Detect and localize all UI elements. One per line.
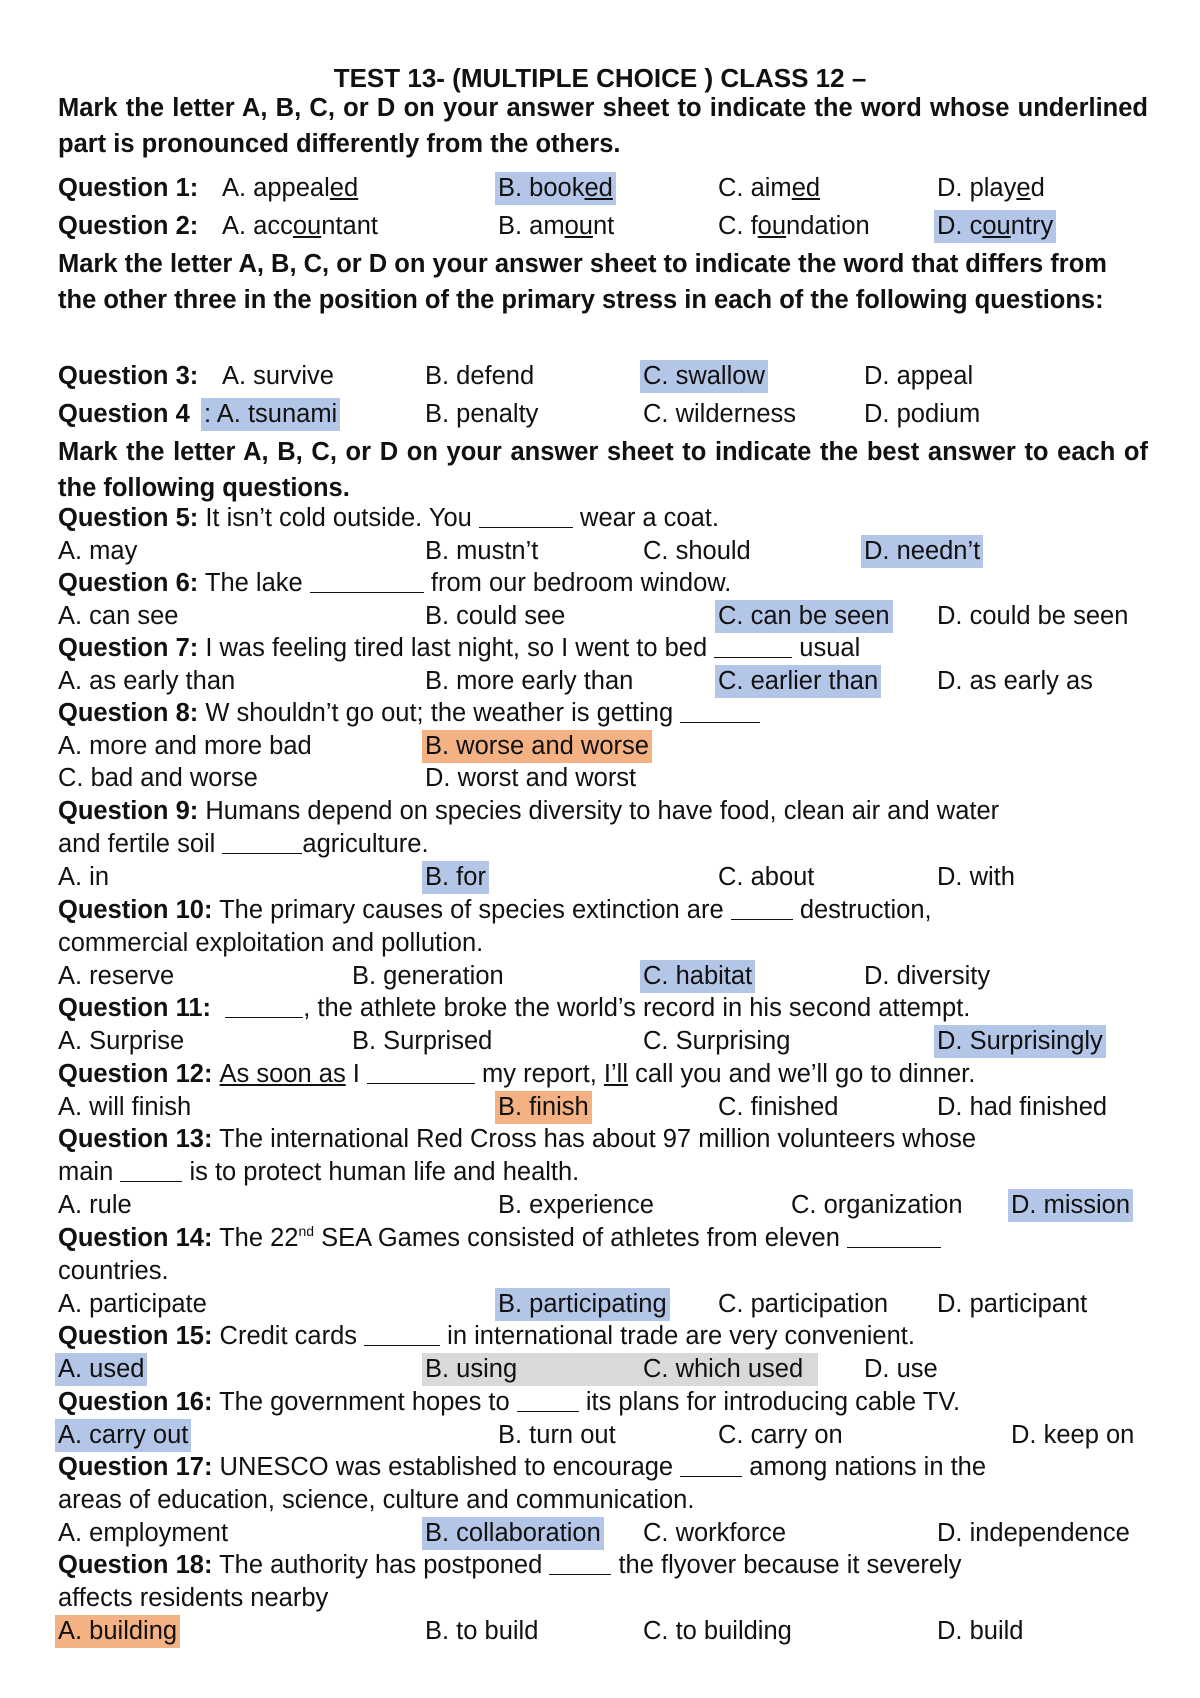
- question-14-continued: countries.: [58, 1257, 169, 1285]
- q16-option-b: B. turn out: [498, 1421, 616, 1449]
- question-13: Question 13: The international Red Cross has about 97 million volunteers whose: [58, 1125, 976, 1153]
- q16-option-d: D. keep on: [1011, 1421, 1135, 1449]
- q3-option-d: D. appeal: [864, 362, 974, 390]
- q9-option-b: B. for: [422, 861, 489, 894]
- q1-option-b: B. booked: [495, 172, 616, 205]
- q7-option-c: C. earlier than: [715, 665, 881, 698]
- q6-option-b: B. could see: [425, 602, 566, 630]
- test-title: TEST 13- (MULTIPLE CHOICE ) CLASS 12 –: [333, 63, 867, 93]
- question-9-continued: and fertile soil agriculture.: [58, 830, 429, 858]
- q10-option-c: C. habitat: [640, 960, 755, 993]
- q13-option-b: B. experience: [498, 1191, 654, 1219]
- q12-option-c: C. finished: [718, 1093, 839, 1121]
- answer-blank: [680, 1454, 742, 1477]
- question-label: Question 15:: [58, 1322, 213, 1350]
- question-17: Question 17: UNESCO was established to encourage among nations in the: [58, 1453, 987, 1481]
- instruction-pronunciation: Mark the letter A, B, C, or D on your answer sheet to indicate the word whose underlined part is pronounced differently from the others.: [58, 94, 1148, 158]
- question-10: Question 10: The primary causes of species extinction are destruction,: [58, 896, 932, 924]
- question-label: Question 2:: [58, 212, 199, 240]
- q13-option-c: C. organization: [791, 1191, 963, 1219]
- question-9: Question 9: Humans depend on species diversity to have food, clean air and water: [58, 797, 1000, 825]
- q17-option-b: B. collaboration: [422, 1517, 604, 1550]
- question-label: Question 4: [58, 400, 190, 428]
- question-label: Question 3:: [58, 362, 199, 390]
- q6-option-a: A. can see: [58, 602, 179, 630]
- q11-option-d: D. Surprisingly: [934, 1025, 1106, 1058]
- q7-option-d: D. as early as: [937, 667, 1093, 695]
- q10-option-b: B. generation: [352, 962, 504, 990]
- question-4: [58, 398, 190, 431]
- q17-option-c: C. workforce: [643, 1519, 787, 1547]
- question-label: Question 13:: [58, 1125, 213, 1153]
- q18-option-a: A. building: [55, 1615, 180, 1648]
- question-label: Question 5:: [58, 504, 199, 532]
- question-14: Question 14: The 22nd SEA Games consisted of athletes from eleven: [58, 1222, 941, 1255]
- question-label: Question 7:: [58, 634, 199, 662]
- q5-option-d: D. needn’t: [861, 535, 983, 568]
- answer-blank: [680, 700, 760, 723]
- q14-option-a: A. participate: [58, 1290, 207, 1318]
- q15-option-c: C. which used: [643, 1355, 804, 1383]
- q16-option-a: A. carry out: [55, 1419, 191, 1452]
- q8-option-a: A. more and more bad: [58, 732, 312, 760]
- q8-option-b: B. worse and worse: [422, 730, 652, 763]
- question-8: Question 8: W shouldn’t go out; the weather is getting: [58, 697, 760, 730]
- instruction-best-answer: Mark the letter A, B, C, or D on your answer sheet to indicate the best answer to each of the following questions.: [58, 438, 1148, 502]
- q9-option-a: A. in: [58, 863, 110, 891]
- question-5: Question 5: It isn’t cold outside. You wear a coat.: [58, 504, 719, 532]
- question-2: [58, 210, 198, 243]
- q3-option-a: A. survive: [222, 362, 334, 390]
- q8-option-d: D. worst and worst: [425, 764, 637, 792]
- answer-blank: [367, 1061, 475, 1084]
- answer-blank: [714, 635, 792, 658]
- q17-option-a: A. employment: [58, 1519, 229, 1547]
- q14-option-c: C. participation: [718, 1290, 889, 1318]
- q16-option-c: C. carry on: [718, 1421, 843, 1449]
- question-7: Question 7: I was feeling tired last night, so I went to bed usual: [58, 634, 861, 662]
- question-3: [58, 360, 198, 393]
- q14-option-b: B. participating: [495, 1288, 670, 1321]
- question-18-continued: affects residents nearby: [58, 1584, 329, 1612]
- question-label: Question 12:: [58, 1060, 213, 1088]
- question-13-continued: main is to protect human life and health.: [58, 1158, 580, 1186]
- question-18: Question 18: The authority has postponed the flyover because it severely: [58, 1551, 962, 1579]
- question-label: Question 1:: [58, 174, 199, 202]
- q5-option-c: C. should: [643, 537, 751, 565]
- q13-option-d: D. mission: [1008, 1189, 1133, 1222]
- question-10-continued: commercial exploitation and pollution.: [58, 929, 484, 957]
- q7-option-a: A. as early than: [58, 667, 236, 695]
- question-label: Question 17:: [58, 1453, 213, 1481]
- answer-blank: [120, 1159, 182, 1182]
- q2-option-c: C. foundation: [718, 212, 870, 240]
- question-label: Question 9:: [58, 797, 199, 825]
- q18-option-c: C. to building: [643, 1617, 792, 1645]
- q4-option-d: D. podium: [864, 400, 981, 428]
- q2-option-b: B. amount: [498, 212, 615, 240]
- q3-option-c: C. swallow: [640, 360, 768, 393]
- answer-blank: [549, 1552, 611, 1575]
- answer-blank: [364, 1323, 440, 1346]
- q18-option-b: B. to build: [425, 1617, 539, 1645]
- answer-blank: [479, 505, 573, 528]
- question-6: Question 6: The lake from our bedroom window.: [58, 569, 732, 597]
- question-label: Question 8:: [58, 699, 199, 727]
- q1-option-a: A. appealed: [222, 174, 359, 202]
- q5-option-b: B. mustn’t: [425, 537, 539, 565]
- question-16: Question 16: The government hopes to its plans for introducing cable TV.: [58, 1388, 961, 1416]
- q14-option-d: D. participant: [937, 1290, 1088, 1318]
- answer-blank: [847, 1225, 941, 1248]
- q15-option-a: A. used: [55, 1353, 147, 1386]
- q2-option-d: D. country: [934, 210, 1056, 243]
- question-label: Question 11:: [58, 994, 212, 1022]
- q11-option-c: C. Surprising: [643, 1027, 791, 1055]
- q10-option-a: A. reserve: [58, 962, 175, 990]
- question-label: Question 18:: [58, 1551, 213, 1579]
- q11-option-b: B. Surprised: [352, 1027, 493, 1055]
- q12-option-a: A. will finish: [58, 1093, 192, 1121]
- question-label: Question 6:: [58, 569, 199, 597]
- question-label: Question 10:: [58, 896, 213, 924]
- q9-option-c: C. about: [718, 863, 815, 891]
- q18-option-d: D. build: [937, 1617, 1024, 1645]
- question-1: [58, 172, 198, 205]
- q5-option-a: A. may: [58, 537, 138, 565]
- q1-option-d: D. played: [937, 174, 1045, 202]
- q12-option-b: B. finish: [495, 1091, 592, 1124]
- q13-option-a: A. rule: [58, 1191, 132, 1219]
- answer-blank: [225, 995, 303, 1018]
- question-label: Question 16:: [58, 1388, 213, 1416]
- question-17-continued: areas of education, science, culture and communication.: [58, 1486, 695, 1514]
- q4-option-b: B. penalty: [425, 400, 539, 428]
- question-label: Question 14:: [58, 1224, 213, 1252]
- q17-option-d: D. independence: [937, 1519, 1130, 1547]
- instruction-stress: Mark the letter A, B, C, or D on your answer sheet to indicate the word that differs from the other three in the position of the primary stress in each of the following questions:: [58, 250, 1107, 314]
- q2-option-a: A. accountant: [222, 212, 378, 240]
- answer-blank: [310, 570, 424, 593]
- q12-option-d: D. had finished: [937, 1093, 1108, 1121]
- q4-option-a: : A. tsunami: [201, 398, 340, 431]
- q11-option-a: A. Surprise: [58, 1027, 185, 1055]
- answer-blank: [222, 831, 302, 854]
- q7-option-b: B. more early than: [425, 667, 634, 695]
- q6-option-c: C. can be seen: [715, 600, 893, 633]
- q1-option-c: C. aimed: [718, 174, 821, 202]
- q10-option-d: D. diversity: [864, 962, 991, 990]
- answer-blank: [517, 1389, 579, 1412]
- q3-option-b: B. defend: [425, 362, 535, 390]
- question-15: Question 15: Credit cards in international trade are very convenient.: [58, 1322, 915, 1350]
- q15-option-d: D. use: [864, 1355, 938, 1383]
- answer-blank: [731, 897, 793, 920]
- question-12: Question 12: As soon as I my report, I’ll call you and we’ll go to dinner.: [58, 1060, 976, 1088]
- q6-option-d: D. could be seen: [937, 602, 1129, 630]
- q8-option-c: C. bad and worse: [58, 764, 258, 792]
- q4-option-c: C. wilderness: [643, 400, 797, 428]
- q9-option-d: D. with: [937, 863, 1015, 891]
- q15-option-b: B. using: [425, 1355, 518, 1383]
- question-11: Question 11: , the athlete broke the world’s record in his second attempt.: [58, 994, 971, 1022]
